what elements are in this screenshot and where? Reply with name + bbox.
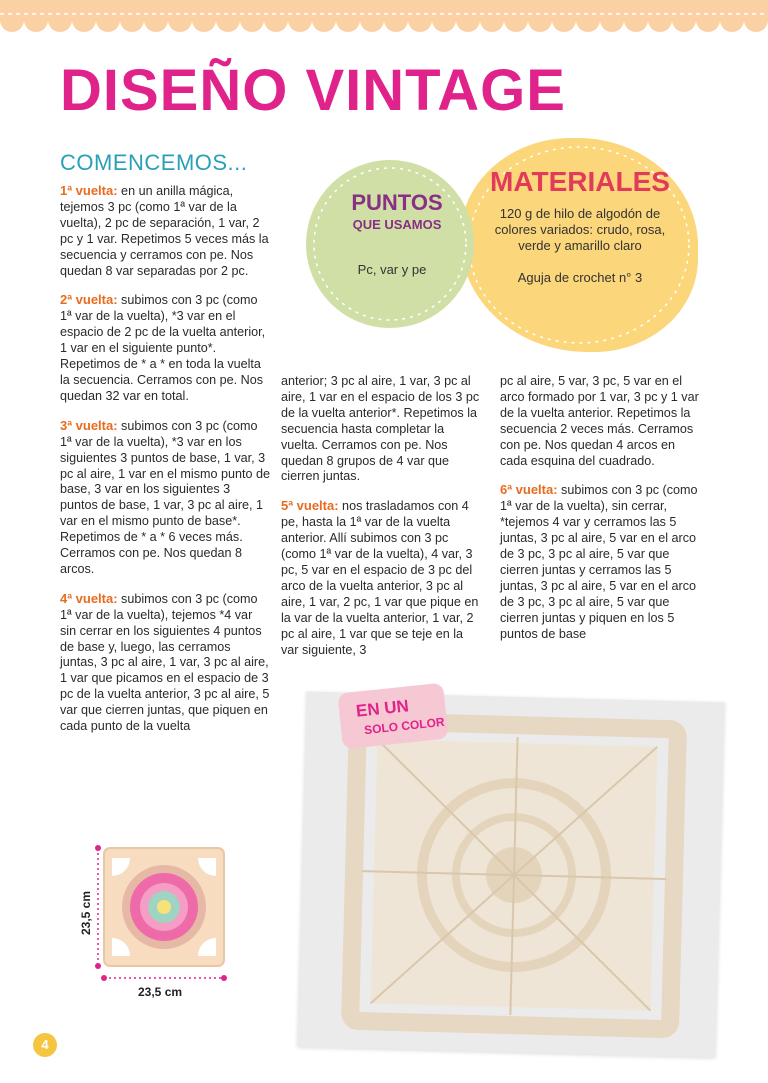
round-4-continued: anterior; 3 pc al aire, 1 var, 3 pc al aire, 1 var en el espacio de los 3 pc de la vuelta anterior*. Repetimos la secuencia hasta completar la vuelta. Cerramos con pe. Nos quedan 8 grupos de 4 var que cierren juntas. [281, 374, 480, 484]
dimension-height-label: 23,5 cm [79, 890, 93, 936]
round-6 [500, 482, 704, 642]
round-1 [60, 183, 270, 279]
page-number: 4 [33, 1033, 57, 1057]
puntos-title: PUNTOS [351, 190, 443, 215]
tag-line-2: SOLO COLOR [363, 714, 446, 738]
round-6-label: 6ª vuelta: [500, 482, 558, 498]
instructions-column-3 [500, 374, 704, 656]
page-title: DISEÑO VINTAGE [60, 58, 566, 123]
round-4-label: 4ª vuelta: [60, 590, 118, 606]
round-5 [281, 498, 481, 658]
materiales-text: 120 g de hilo de algodón de colores variados: crudo, rosa, verde y amarillo claro [494, 206, 666, 253]
puntos-stitch-border [306, 160, 474, 328]
round-2 [60, 292, 270, 404]
round-1-text: en un anilla mágica, tejemos 3 pc (como 1ª var de la vuelta), 2 pc de separación, 1 var, 2 pc y 1 var. Repetimos 5 veces más la secuencia y cerramos con pe. Nos quedan 8 var separadas por 2 pc. [60, 184, 269, 278]
round-5-continued: pc al aire, 5 var, 3 pc, 5 var en el arco formado por 1 var, 3 pc y 1 var de la vuelta anterior. Repetimos la secuencia 2 veces más. Cerramos con pe. Nos quedan 4 arcos en cada esquina del cuadrado. [500, 374, 699, 468]
round-4-text: subimos con 3 pc (como 1ª var de la vuelta), tejemos *4 var sin cerrar en los siguientes 4 puntos de base y, luego, las cerramos juntas, 3 pc al aire, 1 var, 3 pc al aire, 1 var que picamos en el espacio de 3 pc de la vuelta anterior, 3 pc al aire, 5 var que cierren juntas, que piquen en cada punto de la vuelta [60, 591, 270, 734]
dimension-width-label: 23,5 cm [138, 985, 183, 999]
round-5-text: nos trasladamos con 4 pe, hasta la 1ª var de la vuelta anterior. Allí subimos con 3 pc (como 1ª var de la vuelta), 4 var, 3 pc, 5 var en el espacio de 3 pc del arco de la vuelta anterior, 3 pc al aire, 1 var, 2 pc, 1 var que pique en la var de la vuelta anterior, 1 var, 2 pc al aire, 1 var que se teje en la var siguiente, 3 [281, 499, 479, 657]
round-2-text: subimos con 3 pc (como 1ª var de la vuelta), *3 var en el espacio de 2 pc de la vuelta anterior, 1 var en el siguiente punto*. Repetimos de * a * en toda la vuelta la secuencia. Cerramos con pe. Nos quedan 32 var en total. [60, 293, 266, 403]
round-3-label: 3ª vuelta: [60, 417, 118, 433]
puntos-subtitle: QUE USAMOS [352, 217, 442, 232]
section-subtitle: COMENCEMOS... [60, 150, 248, 175]
round-5-label: 5ª vuelta: [281, 498, 339, 514]
top-scallop-border [0, 0, 768, 36]
puntos-text: Pc, var y pe [357, 262, 427, 277]
materiales-needle: Aguja de crochet n° 3 [517, 270, 643, 285]
tag-line-1: EN UN [355, 696, 410, 721]
round-3-text: subimos con 3 pc (como 1ª var de la vuelta), *3 var en los siguientes 3 puntos de base, 1 var, 3 pc al aire, 1 var en el mismo punto de base, 3 var en los siguientes 3 puntos de base, 1 var, 3 pc al aire, 1 var en el mismo punto de base*. Repetimos de * a * 6 veces más. Cerramos con pe. Nos quedan 8 arcos. [60, 418, 271, 576]
dimension-lines [84, 844, 234, 994]
materiales-title: MATERIALES [490, 166, 670, 197]
round-1-label: 1ª vuelta: [60, 183, 118, 198]
round-6-text: subimos con 3 pc (como 1ª var de la vuelta), sin cerrar, *tejemos 4 var y cerramos las 5 juntas, 3 pc al aire, 5 var en el arco de 3 pc, 3 pc al aire, 5 var que cierren juntas y cerramos las 5 juntas, 3 pc al aire, 5 var en el arco de 3 pc, 3 pc al aire, 5 var que cierren juntas y piquen en los 5 puntos de base [500, 483, 698, 641]
round-2-label: 2ª vuelta: [60, 292, 118, 308]
instructions-column-1 [60, 183, 270, 748]
round-4 [60, 591, 270, 735]
round-3 [60, 418, 270, 578]
instructions-column-2 [281, 374, 481, 671]
